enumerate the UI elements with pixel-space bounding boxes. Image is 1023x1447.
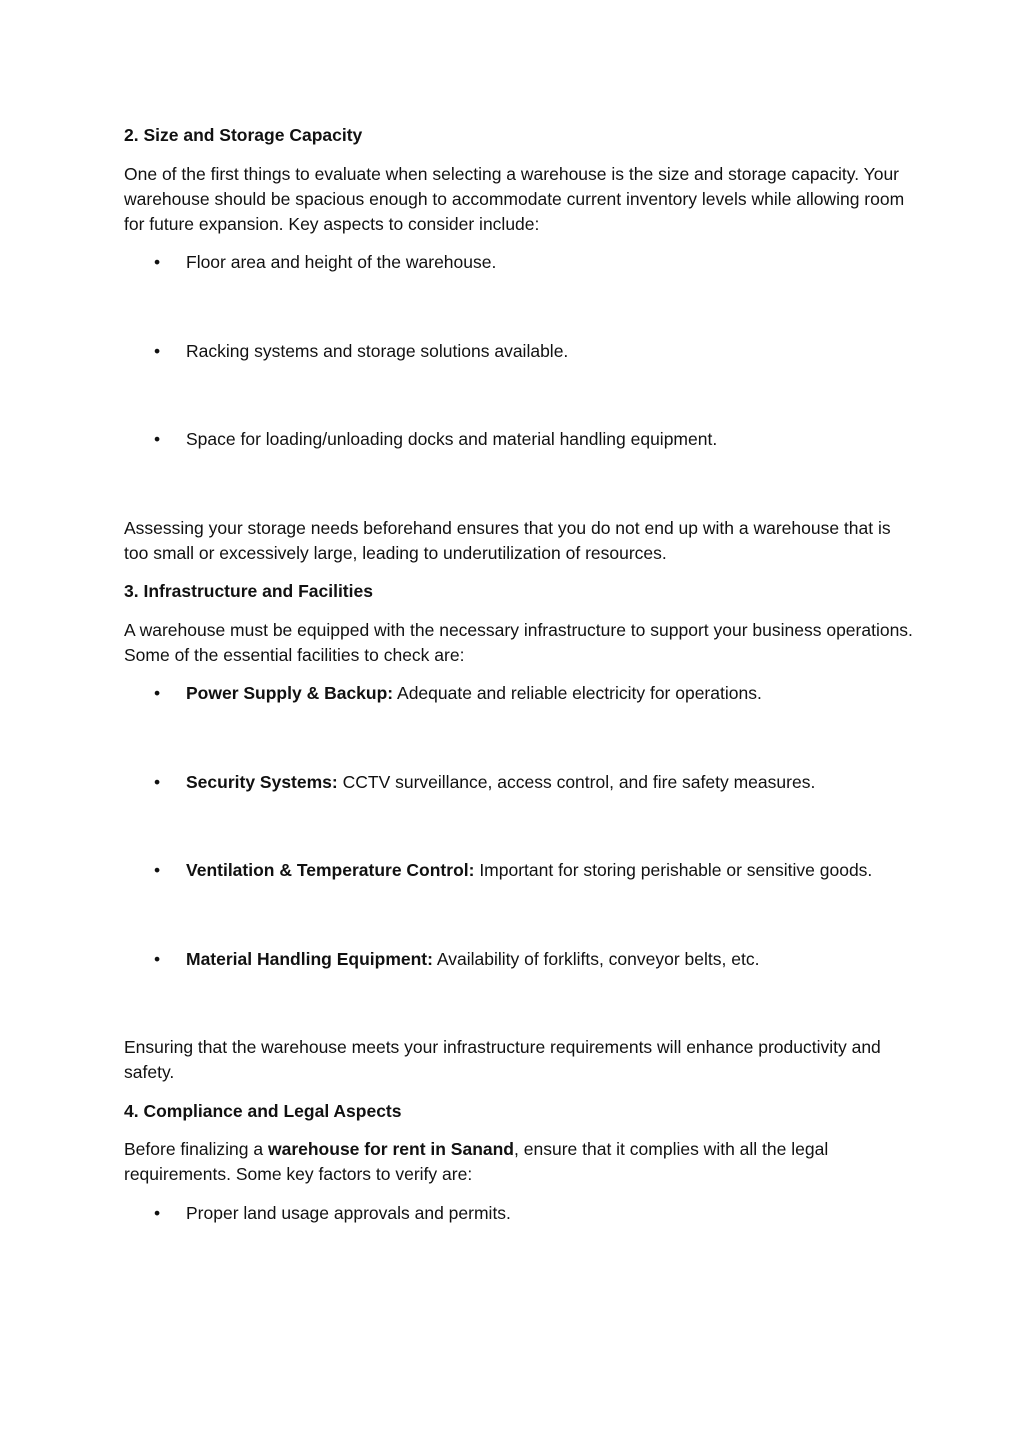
list-item-text xyxy=(186,858,872,883)
bullet-icon: • xyxy=(154,252,161,272)
list-item-description: Adequate and reliable electricity for operations. xyxy=(393,683,762,703)
intro-text-before: Before finalizing a xyxy=(124,1139,268,1159)
list-item-term: Power Supply & Backup: xyxy=(186,683,394,703)
section-heading-size-storage: 2. Size and Storage Capacity xyxy=(124,125,363,145)
section-heading-infrastructure: 3. Infrastructure and Facilities xyxy=(124,581,373,601)
list-item-text xyxy=(186,770,815,795)
bullet-icon: • xyxy=(154,1203,161,1223)
bullet-icon: • xyxy=(154,341,161,361)
section-conclusion-paragraph: Ensuring that the warehouse meets your infrastructure requirements will enhance productivity and safety. xyxy=(124,1037,881,1082)
section-intro-paragraph xyxy=(124,1137,914,1187)
section-conclusion-paragraph: Assessing your storage needs beforehand ensures that you do not end up with a warehouse that is too small or excessively large, leading to underutilization of resources. xyxy=(124,518,891,563)
bullet-icon: • xyxy=(154,429,161,449)
section-intro-paragraph: A warehouse must be equipped with the necessary infrastructure to support your business operations. Some of the essential facilities to check are: xyxy=(124,620,913,665)
intro-keyword: warehouse for rent in Sanand xyxy=(267,1139,515,1159)
list-item-term: Material Handling Equipment: xyxy=(186,949,433,969)
bullet-icon: • xyxy=(154,683,161,703)
section-heading-compliance: 4. Compliance and Legal Aspects xyxy=(124,1101,402,1121)
list-item-term: Ventilation & Temperature Control: xyxy=(186,860,475,880)
list-item-text xyxy=(186,947,759,972)
list-item-text: Space for loading/unloading docks and material handling equipment. xyxy=(186,429,718,449)
intro-text-after: , ensure that it complies with all the legal requirements. Some key factors to verify are: xyxy=(124,1139,829,1184)
list-item-description: Availability of forklifts, conveyor belts, etc. xyxy=(432,949,760,969)
bullet-icon: • xyxy=(154,860,161,880)
list-item-text: Floor area and height of the warehouse. xyxy=(186,252,497,272)
bullet-icon: • xyxy=(154,772,161,792)
list-item-text: Proper land usage approvals and permits. xyxy=(186,1203,511,1223)
list-item-text: Racking systems and storage solutions available. xyxy=(186,341,569,361)
list-item-text xyxy=(186,681,762,706)
list-item-description: CCTV surveillance, access control, and fire safety measures. xyxy=(337,772,816,792)
bullet-icon: • xyxy=(154,949,161,969)
list-item-description: Important for storing perishable or sensitive goods. xyxy=(474,860,873,880)
list-item-term: Security Systems: xyxy=(186,772,338,792)
section-intro-paragraph: One of the first things to evaluate when selecting a warehouse is the size and storage capacity. Your warehouse should be spacious enough to accommodate current inventory levels while allowing room for future expansion. Key aspects to consider include: xyxy=(124,164,905,234)
